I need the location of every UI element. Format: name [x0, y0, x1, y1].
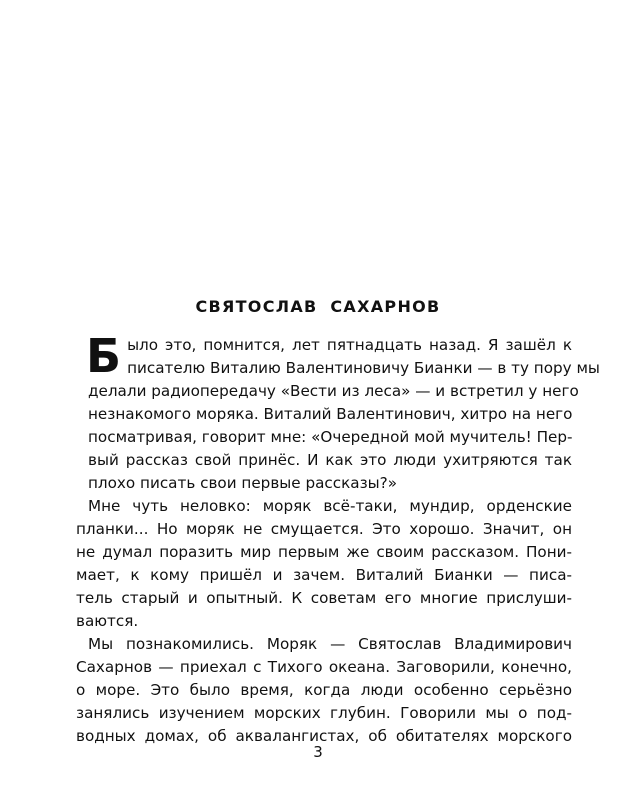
text-line: занялись изучением морских глубин. Говорили мы о под-	[76, 704, 572, 722]
drop-cap: Б	[86, 329, 122, 383]
body-text	[76, 329, 600, 748]
text-line: посматривая, говорит мне: «Очередной мой мучитель! Пер-	[88, 428, 573, 446]
text-line: плохо писать свои первые рассказы?»	[88, 474, 397, 492]
text-line: ваются.	[76, 612, 139, 630]
paragraph-1	[86, 329, 600, 495]
text-line: Мне чуть неловко: моряк всё-таки, мундир, орденские	[88, 497, 572, 515]
text-line: писателю Виталию Валентиновичу Бианки — в ту пору мы	[127, 359, 600, 377]
paragraph-3	[76, 633, 572, 748]
text-line: Сахарнов — приехал с Тихого океана. Заговорили, конечно,	[76, 658, 572, 676]
text-line: Мы познакомились. Моряк — Святослав Владимирович	[88, 635, 572, 653]
text-line: не думал поразить мир первым же своим рассказом. Пони-	[76, 543, 572, 561]
paragraph-2	[76, 495, 572, 633]
text-line: тель старый и опытный. К советам его многие прислуши-	[76, 589, 572, 607]
text-line: вый рассказ свой принёс. И как это люди ухитряются так	[88, 451, 572, 469]
text-line: ыло это, помнится, лет пятнадцать назад. Я зашёл к	[127, 336, 572, 354]
text-line: о море. Это было время, когда люди особенно серьёзно	[76, 681, 572, 699]
text-line: делали радиопередачу «Вести из леса» — и встретил у него	[88, 382, 579, 400]
text-line: планки... Но моряк не смущается. Это хорошо. Значит, он	[76, 520, 572, 538]
text-line: водных домах, об аквалангистах, об обитателях морского	[76, 727, 572, 745]
text-line: мает, к кому пришёл и зачем. Виталий Бианки — писа-	[76, 566, 572, 584]
page-number: 3	[313, 743, 323, 761]
text-line: незнакомого моряка. Виталий Валентинович, хитро на него	[88, 405, 573, 423]
chapter-heading: СВЯТОСЛАВ САХАРНОВ	[195, 297, 441, 316]
